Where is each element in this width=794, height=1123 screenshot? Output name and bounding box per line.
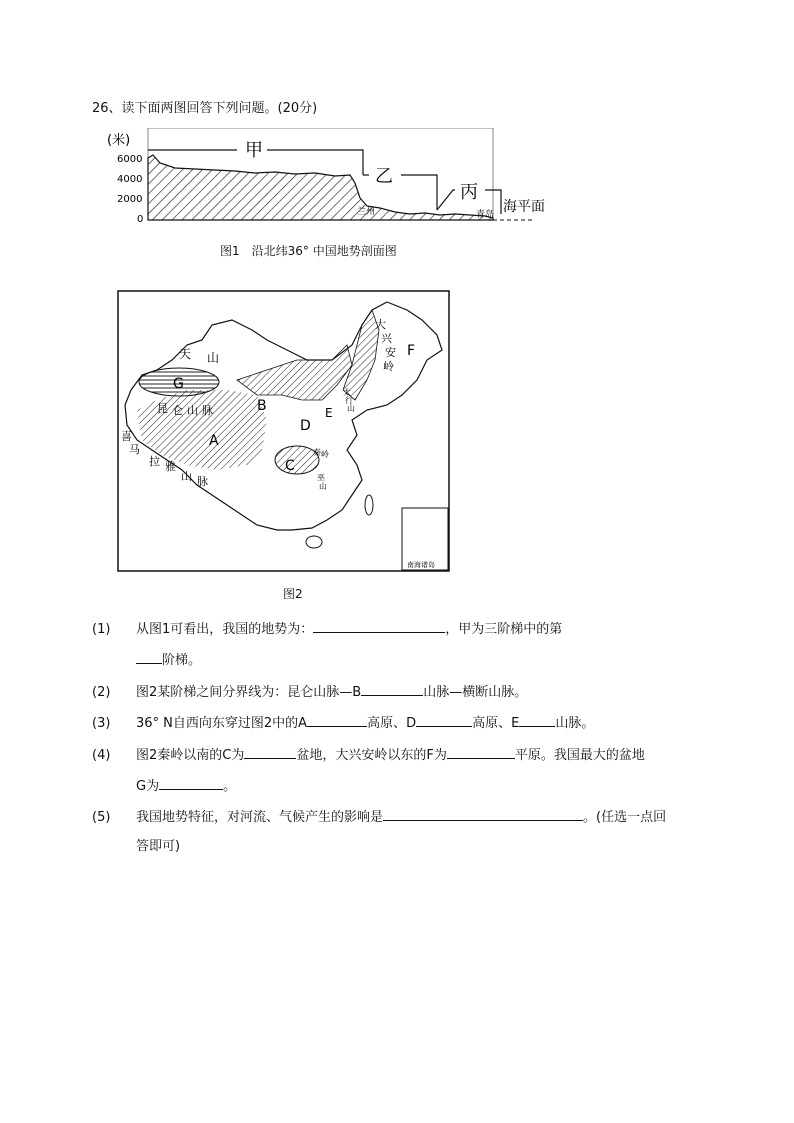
figure2-caption: 图2 — [283, 587, 303, 601]
taihang-label-3: 山 — [347, 404, 355, 413]
question-5-text-b: 。(任选一点回 — [583, 810, 667, 825]
question-4 — [92, 745, 752, 765]
answer-blank-5[interactable] — [383, 807, 583, 821]
himalaya-label-3: 拉 — [149, 455, 160, 468]
qinling-label-1: 秦 — [313, 448, 321, 457]
map-letter-f: F — [407, 343, 416, 359]
answer-blank-2[interactable] — [361, 682, 423, 696]
kunlun-label-3: 山 — [187, 404, 198, 417]
sea-level-label: 海平面 — [503, 199, 545, 215]
himalaya-label-1: 喜 — [121, 430, 132, 443]
ytick-6000: 6000 — [117, 154, 143, 165]
ytick-0: 0 — [137, 214, 144, 225]
step-line-jia-right — [267, 150, 363, 175]
question-3-text-c: 高原、E — [472, 716, 520, 731]
question-3-text-b: 高原、D — [367, 716, 417, 731]
step-label-yi: 乙 — [375, 166, 393, 187]
map-letter-b: B — [257, 398, 267, 414]
step-line-yi-right — [401, 175, 437, 210]
himalaya-label-5: 山 — [181, 470, 192, 483]
wushan-label-2: 山 — [319, 482, 327, 491]
terrain-profile — [148, 155, 493, 220]
taihang-label-2: 行 — [345, 396, 353, 405]
himalaya-label-6: 脉 — [197, 475, 208, 488]
question-3 — [92, 713, 732, 733]
china-terrain-map — [117, 290, 450, 572]
answer-blank-3c[interactable] — [519, 713, 555, 727]
step-label-bing: 丙 — [460, 182, 478, 203]
tianshan-label-1: 天 — [179, 347, 192, 361]
answer-blank-1a[interactable] — [313, 619, 445, 633]
question-4-text-e: 。 — [223, 779, 237, 794]
map-letter-a: A — [209, 433, 219, 449]
question-2 — [92, 682, 732, 702]
wushan-label-1: 巫 — [317, 473, 325, 482]
answer-blank-3b[interactable] — [416, 713, 472, 727]
map-letter-c: C — [285, 458, 295, 474]
question-5-number: (5) — [92, 810, 111, 825]
kunlun-label-2: 仑 — [172, 404, 183, 417]
daxinganling-label-1: 大 — [375, 318, 386, 331]
question-title: 26、读下面两图回答下列问题。(20分) — [92, 101, 318, 116]
question-4-number: (4) — [92, 748, 111, 763]
figure1-caption: 图1 沿北纬36° 中国地势剖面图 — [220, 244, 397, 258]
answer-blank-4a[interactable] — [244, 745, 296, 759]
question-3-text-d: 山脉。 — [555, 716, 595, 731]
inset-label: 南海诸岛 — [407, 561, 435, 569]
question-4-text-d: G为 — [136, 779, 160, 794]
place-qingdao: 青岛 — [476, 210, 495, 220]
daxinganling-label-4: 岭 — [383, 360, 394, 373]
question-3-text-a: 36° N自西向东穿过图2中的A — [136, 716, 308, 731]
himalaya-label-2: 马 — [129, 443, 140, 456]
daxinganling-label-2: 兴 — [381, 332, 392, 345]
question-2-number: (2) — [92, 685, 111, 700]
question-1 — [92, 619, 712, 639]
himalaya-label-4: 雅 — [165, 460, 176, 473]
step-line-bing-left — [437, 190, 455, 210]
question-2-text-b: 山脉—横断山脉。 — [423, 685, 528, 700]
question-4-text-c: 平原。我国最大的盆地 — [514, 748, 645, 763]
ytick-4000: 4000 — [117, 174, 143, 185]
ytick-2000: 2000 — [117, 194, 143, 205]
step-label-jia: 甲 — [245, 140, 263, 161]
answer-blank-1b[interactable] — [136, 650, 162, 664]
answer-blank-3a[interactable] — [307, 713, 367, 727]
question-5-text-a: 我国地势特征，对河流、气候产生的影响是 — [136, 810, 384, 825]
taihang-label-1: 太 — [343, 388, 351, 397]
answer-blank-4b[interactable] — [447, 745, 515, 759]
question-4-text-b: 盆地，大兴安岭以东的F为 — [296, 748, 447, 763]
map-letter-e: E — [325, 406, 333, 420]
question-1-text-b: ，甲为三阶梯中的第 — [445, 622, 563, 637]
question-5-cont: 答即可) — [136, 839, 181, 854]
question-1-number: (1) — [92, 622, 111, 637]
qinling-label-2: 岭 — [321, 450, 329, 459]
taiwan-island — [365, 495, 373, 515]
daxinganling-label-3: 安 — [385, 346, 396, 359]
unit-label: (米) — [107, 133, 131, 148]
tianshan-label-2: 山 — [207, 351, 220, 365]
kunlun-label-1: 昆 — [157, 402, 168, 415]
hainan-island — [306, 536, 322, 548]
question-1-cont — [136, 650, 201, 670]
kunlun-label-4: 脉 — [202, 404, 213, 417]
question-2-text-a: 图2某阶梯之间分界线为：昆仑山脉—B — [136, 685, 362, 700]
question-4-text-a: 图2秦岭以南的C为 — [136, 748, 245, 763]
terrain-profile-figure — [105, 128, 555, 228]
place-lanzhou: 兰州 — [357, 207, 376, 217]
question-4-cont — [136, 776, 236, 796]
question-5 — [92, 807, 752, 827]
map-letter-d: D — [300, 418, 311, 434]
question-1-text-c: 阶梯。 — [162, 653, 202, 668]
question-1-text-a: 从图1可看出，我国的地势为： — [136, 622, 314, 637]
answer-blank-4c[interactable] — [159, 776, 223, 790]
question-3-number: (3) — [92, 716, 111, 731]
map-letter-g: G — [173, 376, 184, 392]
